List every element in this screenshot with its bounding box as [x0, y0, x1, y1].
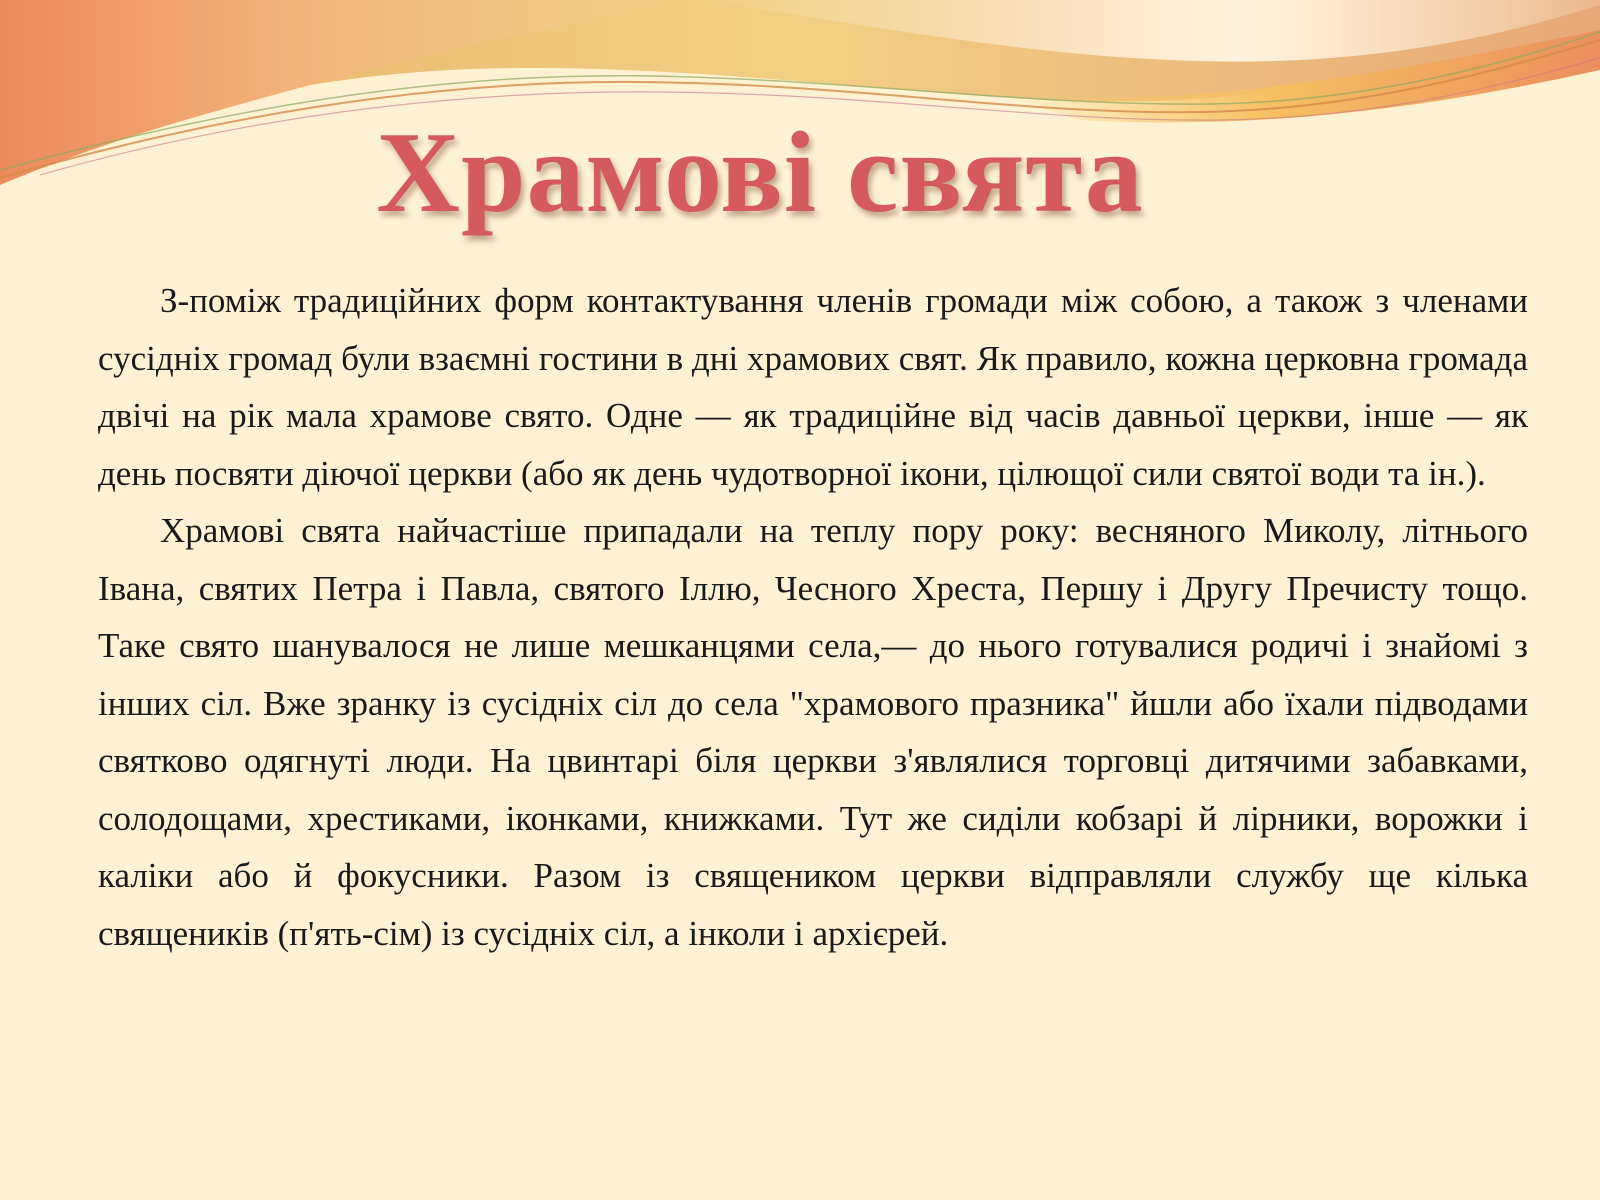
paragraph-2: Храмові свята найчастіше припадали на теплу пору року: весняного Миколу, літнього Івана, святих Петра і Павла, святого Іллю, Чесного Хреста, Першу і Другу Пречисту тощо. Таке свято шанувалося не лише мешканцями села,— до нього готувалися родичі і знайомі з інших сіл. Вже зранку із сусідніх сіл до села "храмового празника" йшли або їхали підводами святково одягнуті люди. На цвинтарі біля церкви з'являлися торговці дитячими забавками, солодощами, хрестиками, іконками, книжками. Тут же сиділи кобзарі й лірники, ворожки і каліки або й фокусники. Разом із священиком церкви відправляли службу ще кілька священиків (п'ять-сім) із сусідніх сіл, а інколи і архієрей.: [98, 511, 1528, 953]
paragraph-1: З-поміж традиційних форм контактування членів громади між собою, а також з членами сусідніх громад були взаємні гостини в дні храмових свят. Як правило, кожна церковна громада двічі на рік мала храмове свято. Одне — як традиційне від часів давньої церкви, інше — як день посвяти діючої церкви (або як день чудотворної ікони, цілющої сили святої води та ін.).: [98, 281, 1528, 493]
slide-title: Храмові свята: [376, 109, 1144, 237]
slide-body: [98, 272, 1528, 962]
